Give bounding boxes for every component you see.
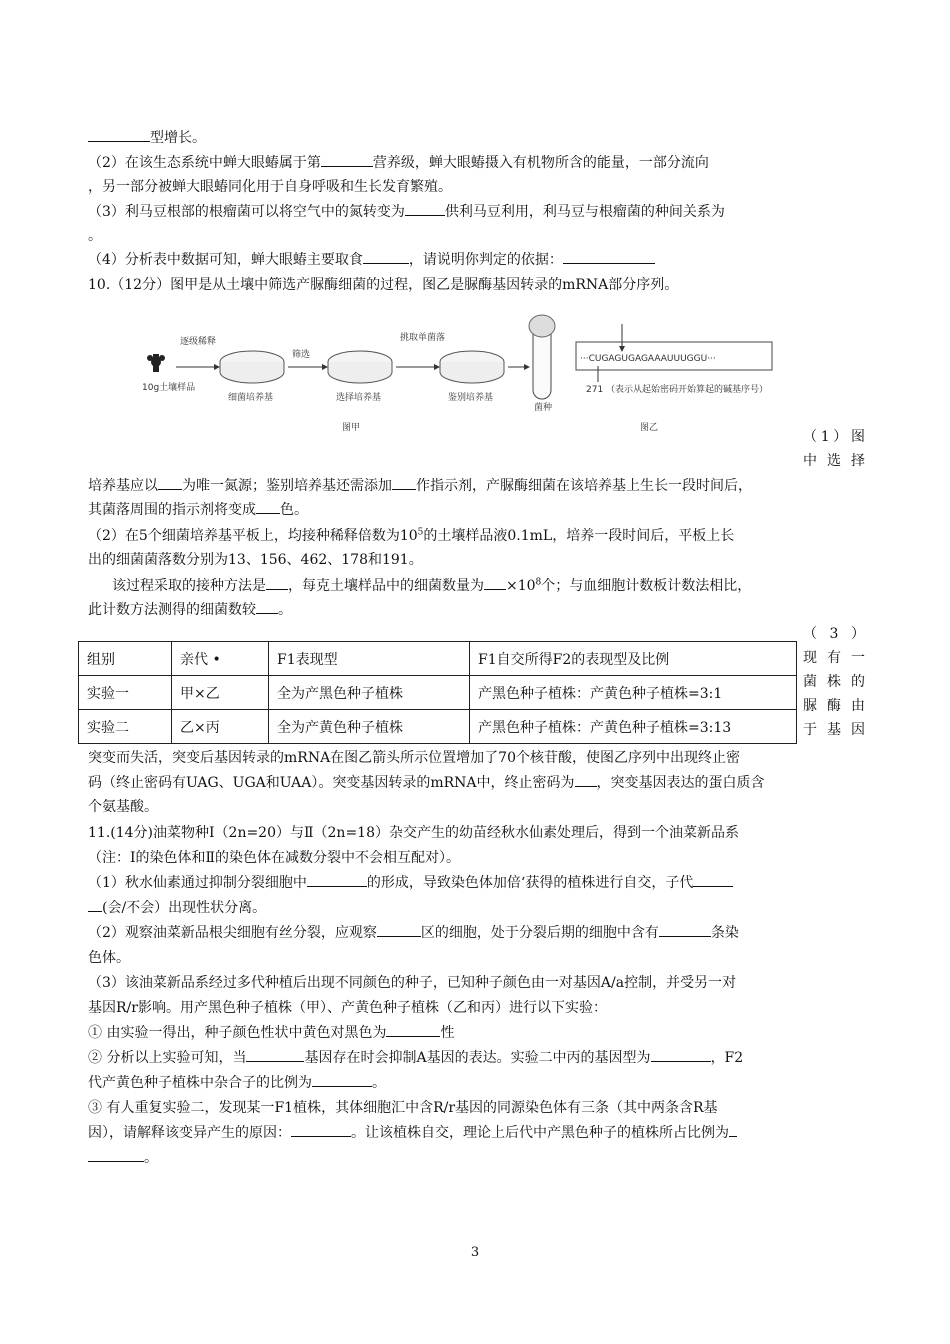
blank	[291, 1121, 351, 1137]
line-q11-7: 基因R/r影响。用产黑色种子植株（甲）、产黄色种子植株（乙和丙）进行以下实验：	[88, 1000, 607, 1016]
table-row: 实验二 乙×丙 全为产黄色种子植株 产黑色种子植株：产黄色种子植株=3:13	[79, 710, 797, 744]
soil-icon	[147, 354, 165, 372]
line-q9-growth: 型增长。	[88, 126, 862, 150]
line-q10-8: 码（终止密码有UAG、UGA和UAA）。突变基因转录的mRNA中，终止密码为 ，突变基因表达的蛋白质含	[88, 771, 862, 795]
page-number: 3	[470, 1245, 480, 1260]
blank	[575, 771, 597, 787]
line-q11-11: ③ 有人重复实验二，发现某一F1植株，其体细胞汇中含R/r基因的同源染色体有三条（其中两条含R基	[88, 1100, 718, 1116]
blank	[651, 1046, 711, 1062]
plate3-label: 鉴别培养基	[448, 393, 494, 403]
mrna-sequence: ···CUGAGUGAGAAAUUUGGU···	[580, 354, 716, 364]
table-header-row: 组别 亲代 • F1表现型 F1自交所得F2的表现型及比例	[79, 642, 797, 676]
blank	[307, 871, 367, 887]
line-q11-2: （1）秋水仙素通过抑制分裂细胞中 的形成，导致染色体加倍‘获得的植株进行自交，子代	[88, 871, 862, 895]
line-q11-12: 因），请解释该变异产生的原因： 。让该植株自交，理论上后代中产黑色种子的植株所占比例为	[88, 1121, 862, 1145]
line-q9-6: （4）分析表中数据可知，蝉大眼蝽主要取食 ，请说明你判定的依据：	[88, 248, 862, 272]
line-q11-5: 色体。	[88, 950, 130, 966]
side-text-1: （1）图 中 选 择	[803, 429, 865, 469]
blank	[392, 474, 416, 490]
blank	[88, 1146, 144, 1162]
blank	[246, 1046, 304, 1062]
line-q10-7: 突变而失活，突变后基因转录的mRNA在图乙箭头所示位置增加了70个核苷酸，使图乙序列中出现终止密	[88, 750, 740, 766]
blank	[256, 498, 280, 514]
blank	[386, 1021, 440, 1037]
experiment-table	[78, 641, 797, 744]
sample-label: 10g土壤样品	[142, 383, 196, 393]
caption-yi: 图乙	[640, 423, 659, 433]
position-271: 271	[586, 385, 604, 395]
blank	[363, 248, 409, 264]
blank	[377, 921, 421, 937]
line-q11-3: (会/不会）出现性状分离。	[88, 896, 862, 920]
blank	[312, 1071, 372, 1087]
line-q10-5: 该过程采取的接种方法是 ，每克土壤样品中的细菌数量为 $\times 10^8$个；与血细胞计数板计数法相比，	[112, 574, 862, 598]
plate1-label: 细菌培养基	[228, 393, 274, 403]
tube-label: 菌种	[534, 403, 553, 413]
blank	[266, 574, 288, 590]
blank	[484, 574, 506, 590]
table-row: 实验一 甲×乙 全为产黑色种子植株 产黑色种子植株：产黄色种子植株=3:1	[79, 676, 797, 710]
blank	[563, 248, 655, 264]
blank	[321, 151, 373, 167]
line-q11-13: 。	[88, 1146, 862, 1170]
line-q11-6: （3）该油菜新品系经过多代种植后出现不同颜色的种子，已知种子颜色由一对基因A/a控制，并受另一对	[88, 975, 737, 991]
line-q10-9: 个氨基酸。	[88, 799, 158, 815]
test-tube-icon	[529, 315, 555, 399]
blank	[256, 598, 278, 614]
blank	[729, 1121, 737, 1137]
position-note: （表示从起始密码开始算起的碱基序号）	[606, 385, 769, 395]
line-q9-5: 。	[88, 228, 102, 244]
question-10-title: 10.（12分）图甲是从土壤中筛选产脲酶细菌的过程，图乙是脲酶基因转录的mRNA部分序列。	[88, 277, 679, 293]
blank	[158, 474, 182, 490]
blank	[405, 200, 445, 216]
blank	[693, 871, 733, 887]
blank	[88, 896, 102, 912]
line-q9-3: ，另一部分被蝉大眼蝽同化用于自身呼吸和生长发育繁殖。	[88, 179, 452, 195]
line-q10-2: 其菌落周围的指示剂将变成 色。	[88, 498, 862, 522]
line-q10-3: （2）在5个细菌培养基平板上，均接种稀释倍数为$10^5$的土壤样品液0.1mL，培养一段时间后，平板上长	[88, 527, 735, 544]
step1-label: 逐级稀释	[180, 337, 217, 347]
question-11-title: 11.(14分)油菜物种Ⅰ（2n=20）与Ⅱ（2n=18）杂交产生的幼苗经秋水仙素处理后，得到一个油菜新品系	[88, 825, 739, 841]
line-q11-10: 代产黄色种子植株中杂合子的比例为 。	[88, 1071, 862, 1095]
side-text-3: （3） 现 有 一 菌 株 的 脲 酶 由 于 基 因	[803, 626, 865, 738]
figure-jia-yi	[140, 312, 780, 437]
line-q11-8: ① 由实验一得出，种子颜色性状中黄色对黑色为 性	[88, 1021, 862, 1045]
line-q11-1: （注：Ⅰ的染色体和Ⅱ的染色体在减数分裂中不会相互配对）。	[88, 850, 461, 866]
line-q10-1: 培养基应以 为唯一氮源；鉴别培养基还需添加 作指示剂，产脲酶细菌在该培养基上生长一段时间后，	[88, 474, 862, 498]
blank	[88, 126, 150, 142]
step3-label: 挑取单菌落	[400, 333, 446, 343]
step2-label: 筛选	[292, 350, 311, 360]
line-q10-6: 此计数方法测得的细菌数较 。	[88, 598, 862, 622]
blank	[659, 921, 711, 937]
line-q9-2: （2）在该生态系统中蝉大眼蝽属于第 营养级，蝉大眼蝽摄入有机物所含的能量，一部分流向	[88, 151, 862, 175]
caption-jia: 图甲	[342, 423, 361, 433]
line-q9-4: （3）利马豆根部的根瘤菌可以将空气中的氮转变为 供利马豆利用，利马豆与根瘤菌的种间关系为	[88, 200, 862, 224]
plate2-label: 选择培养基	[336, 393, 382, 403]
line-q11-4: （2）观察油菜新品根尖细胞有丝分裂，应观察 区的细胞，处于分裂后期的细胞中含有 条染	[88, 921, 862, 945]
line-q10-4: 出的细菌菌落数分别为13、156、462、178和191。	[88, 552, 423, 568]
line-q11-9: ② 分析以上实验可知，当 基因存在时会抑制A基因的表达。实验二中丙的基因型为 ，F2	[88, 1046, 862, 1070]
